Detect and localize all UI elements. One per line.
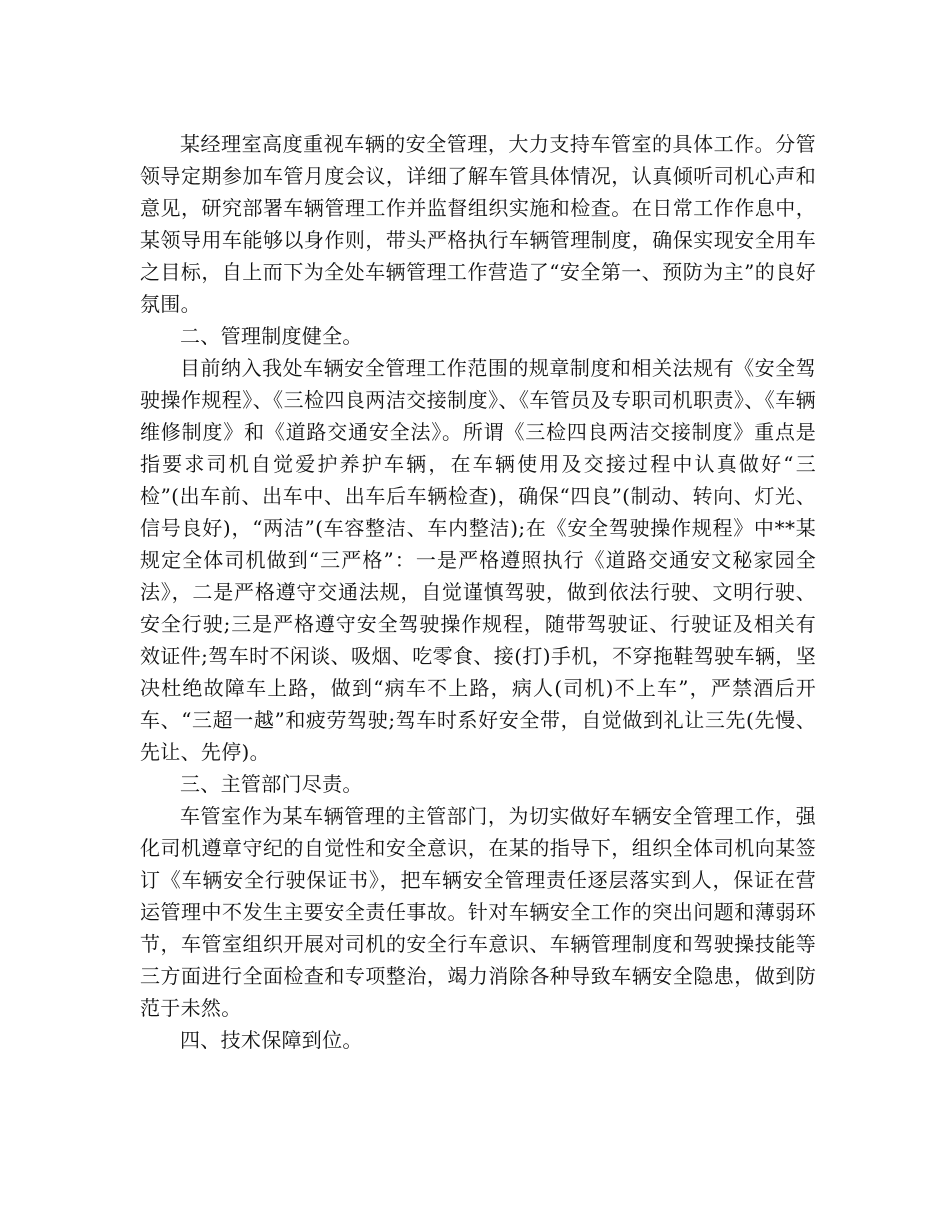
paragraph-regulations: 目前纳入我处车辆安全管理工作范围的规章制度和相关法规有《安全驾驶操作规程》、《三检四良两洁交接制度》、《车管员及专职司机职责》、《车辆维修制度》和《道路交通安全法》。所谓《三检四良两洁交接制度》重点是指要求司机自觉爱护养护车辆，在车辆使用及交接过程中认真做好“三检”(出车前、出车中、出车后车辆检查)，确保“四良”(制动、转向、灯光、信号良好)，“两洁”(车容整洁、车内整洁);在《安全驾驶操作规程》中**某规定全体司机做到“三严格”：一是严格遵照执行《道路交通安文秘家园全法》，二是严格遵守交通法规，自觉谨慎驾驶，做到依法行驶、文明行驶、安全行驶;三是严格遵守安全驾驶操作规程，随带驾驶证、行驶证及相关有效证件;驾车时不闲谈、吸烟、吃零食、接(打)手机，不穿拖鞋驾驶车辆，坚决杜绝故障车上路，做到“病车不上路，病人(司机)不上车”，严禁酒后开车、“三超一越”和疲劳驾驶;驾车时系好安全带，自觉做到礼让三先(先慢、先让、先停)。 — [140, 356, 816, 764]
section-heading-department-duty: 三、主管部门尽责。 — [180, 772, 363, 796]
paragraph-vehicle-office: 车管室作为某车辆管理的主管部门，为切实做好车辆安全管理工作，强化司机遵章守纪的自觉性和安全意识，在某的指导下，组织全体司机向某签订《车辆安全行驶保证书》，把车辆安全管理责任逐层落实到人，保证在营运管理中不发生主要安全责任事故。针对车辆安全工作的突出问题和薄弱环节，车管室组织开展对司机的安全行车意识、车辆管理制度和驾驶操技能等三方面进行全面检查和专项整治，竭力消除各种导致车辆安全隐患，做到防范于未然。 — [140, 804, 816, 1020]
section-heading-management-system: 二、管理制度健全。 — [180, 324, 363, 348]
paragraph-leadership-support: 某经理室高度重视车辆的安全管理，大力支持车管室的具体工作。分管领导定期参加车管月度会议，详细了解车管具体情况，认真倾听司机心声和意见，研究部署车辆管理工作并监督组织实施和检查。在日常工作作息中，某领导用车能够以身作则，带头严格执行车辆管理制度，确保实现安全用车之目标，自上而下为全处车辆管理工作营造了“安全第一、预防为主”的良好氛围。 — [140, 132, 816, 316]
document-body — [140, 128, 816, 1056]
section-heading-technical-support: 四、技术保障到位。 — [180, 1028, 363, 1052]
